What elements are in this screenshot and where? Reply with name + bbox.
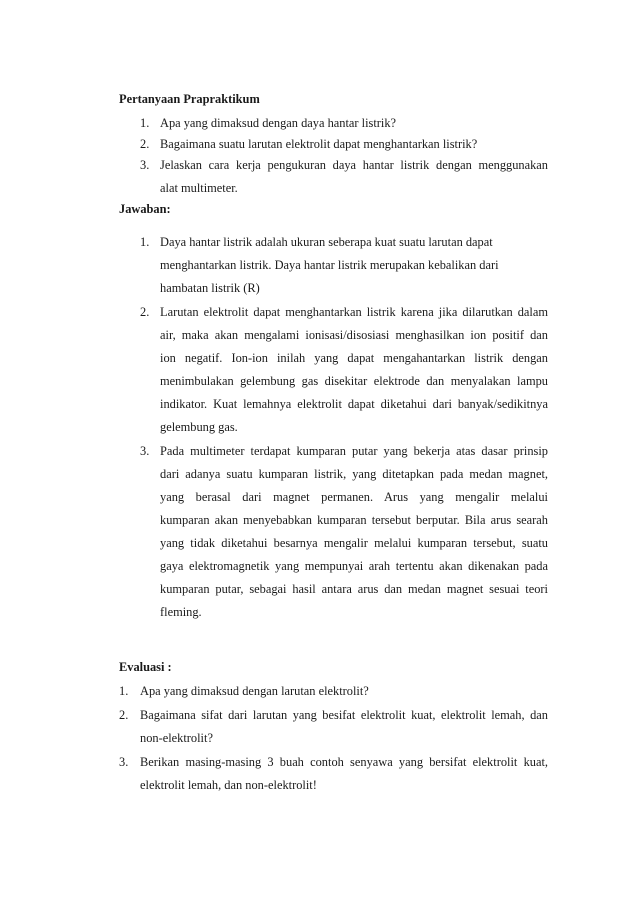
item-number: 1. bbox=[119, 684, 129, 698]
item-text: yang tidak diketahui besarnya mengalir melalui kumparan tersebut, suatu bbox=[160, 536, 548, 550]
item-text: Apa yang dimaksud dengan larutan elektrolit? bbox=[140, 684, 369, 698]
item-text: air, maka akan mengalami ionisasi/disosiasi menghasilkan ion positif dan bbox=[160, 328, 548, 342]
item-text: kumparan putar, sebagai hasil antara arus dan medan magnet sesuai teori bbox=[160, 582, 548, 596]
item-text: hambatan listrik (R) bbox=[160, 281, 260, 295]
item-text: fleming. bbox=[160, 605, 202, 619]
item-text: kumparan akan menyebabkan kumparan tersebut berputar. Bila arus searah bbox=[160, 513, 548, 527]
item-text: Apa yang dimaksud dengan daya hantar listrik? bbox=[160, 116, 397, 130]
item-text: gelembung gas. bbox=[160, 420, 238, 434]
item-text: Pada multimeter terdapat kumparan putar yang bekerja atas dasar prinsip bbox=[160, 444, 548, 458]
section-heading-jawaban: Jawaban: bbox=[119, 202, 171, 216]
item-text: yang berasal dari magnet permanen. Arus yang mengalir melalui bbox=[160, 490, 548, 504]
item-text: Berikan masing-masing 3 buah contoh senyawa yang bersifat elektrolit kuat, bbox=[140, 755, 548, 769]
section-heading-prapraktikum: Pertanyaan Prapraktikum bbox=[119, 92, 260, 106]
item-number: 2. bbox=[140, 137, 150, 151]
item-text: alat multimeter. bbox=[160, 181, 238, 195]
item-text: dari adanya suatu kumparan listrik, yang ditetapkan pada medan magnet, bbox=[160, 467, 548, 481]
item-number: 3. bbox=[140, 158, 150, 172]
item-number: 3. bbox=[119, 755, 129, 769]
item-number: 3. bbox=[140, 444, 150, 458]
item-text: Jelaskan cara kerja pengukuran daya hantar listrik dengan menggunakan bbox=[160, 158, 548, 172]
item-text: gaya elektromagnetik yang mempunyai arah tertentu akan dikenakan pada bbox=[160, 559, 548, 573]
item-text: indikator. Kuat lemahnya elektrolit dapat diketahui dari banyak/sedikitnya bbox=[160, 397, 548, 411]
item-text: elektrolit lemah, dan non-elektrolit! bbox=[140, 778, 317, 792]
item-text: Daya hantar listrik adalah ukuran seberapa kuat suatu larutan dapat bbox=[160, 235, 493, 249]
item-number: 2. bbox=[140, 305, 150, 319]
item-text: menimbulakan gelembung gas disekitar elektrode dan menyalakan lampu bbox=[160, 374, 548, 388]
item-text: Larutan elektrolit dapat menghantarkan listrik karena jika dilarutkan dalam bbox=[160, 305, 548, 319]
item-number: 2. bbox=[119, 708, 129, 722]
item-text: ion negatif. Ion-ion inilah yang dapat mengahantarkan listrik dengan bbox=[160, 351, 548, 365]
section-heading-evaluasi: Evaluasi : bbox=[119, 660, 172, 674]
item-text: menghantarkan listrik. Daya hantar listrik merupakan kebalikan dari bbox=[160, 258, 499, 272]
item-text: Bagaimana sifat dari larutan yang besifat elektrolit kuat, elektrolit lemah, dan bbox=[140, 708, 548, 722]
item-text: non-elektrolit? bbox=[140, 731, 213, 745]
item-number: 1. bbox=[140, 116, 150, 130]
item-text: Bagaimana suatu larutan elektrolit dapat menghantarkan listrik? bbox=[160, 137, 478, 151]
item-number: 1. bbox=[140, 235, 150, 249]
